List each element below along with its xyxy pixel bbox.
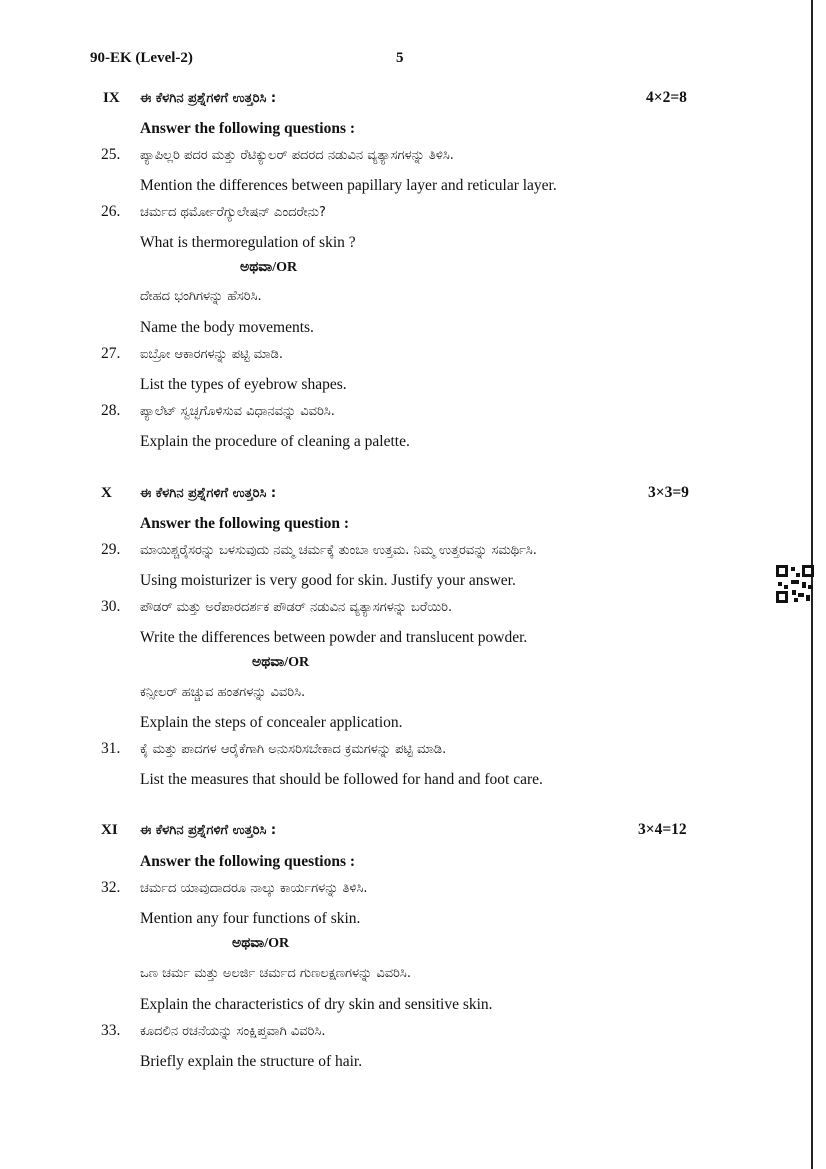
section-xi-instruction-kannada: ಈ ಕೆಳಗಿನ ಪ್ರಶ್ನೆಗಳಿಗೆ ಉತ್ತರಿಸಿ : [140,823,277,838]
question-kannada: ಮಾಯಿಶ್ಚರೈಸರನ್ನು ಬಳಸುವುದು ನಮ್ಮ ಚರ್ಮಕ್ಕೆ ತುಂಬಾ ಉತ್ತಮ. ನಿಮ್ಮ ಉತ್ತರವನ್ನು ಸಮರ್ಥಿಸಿ. [140,543,537,558]
section-ix-instruction-kannada: ಈ ಕೆಳಗಿನ ಪ್ರಶ್ನೆಗಳಿಗೆ ಉತ್ತರಿಸಿ : [140,91,277,106]
question-number: 32. [101,879,121,896]
question-number: 31. [101,740,121,757]
or-label: ಅಥವಾ/OR [252,655,310,670]
question-kannada: ಕೂದಲಿನ ರಚನೆಯನ್ನು ಸಂಕ್ಷಿಪ್ತವಾಗಿ ವಿವರಿಸಿ. [140,1024,326,1039]
or-label: ಅಥವಾ/OR [232,936,290,951]
question-english: Mention the differences between papillary layer and reticular layer. [140,177,557,194]
question-number: 33. [101,1022,121,1039]
section-ix-numeral: IX [103,90,120,106]
or-question-english: Explain the characteristics of dry skin and sensitive skin. [140,996,493,1013]
or-question-english: Explain the steps of concealer application. [140,714,403,731]
or-question-kannada: ಕನ್ಸೀಲರ್ ಹಚ್ಚುವ ಹಂತಗಳನ್ನು ವಿವರಿಸಿ. [140,685,306,700]
section-ix-instruction-english: Answer the following questions : [140,120,356,137]
question-kannada: ಚರ್ಮದ ಯಾವುದಾದರೂ ನಾಲ್ಕು ಕಾರ್ಯಗಳನ್ನು ತಿಳಿಸಿ. [140,881,368,896]
or-question-kannada: ದೇಹದ ಭಂಗಿಗಳನ್ನು ಹೆಸರಿಸಿ. [140,289,262,304]
question-kannada: ಪ್ಯಾಪಿಲ್ಲರಿ ಪದರ ಮತ್ತು ರೆಟಿಕ್ಯುಲರ್ ಪದರದ ನಡುವಿನ ವ್ಯತ್ಯಾಸಗಳನ್ನು ತಿಳಿಸಿ. [140,148,454,163]
question-english: Briefly explain the structure of hair. [140,1053,363,1070]
question-kannada: ಪ್ಯಾಲೆಟ್ ಸ್ವಚ್ಛಗೊಳಿಸುವ ವಿಧಾನವನ್ನು ವಿವರಿಸಿ. [140,404,335,419]
question-number: 27. [101,345,121,362]
section-x-numeral: X [101,485,112,501]
question-english: List the measures that should be followed for hand and foot care. [140,771,543,788]
qr-code-icon [776,565,814,603]
question-english: Mention any four functions of skin. [140,910,361,927]
section-x-instruction-kannada: ಈ ಕೆಳಗಿನ ಪ್ರಶ್ನೆಗಳಿಗೆ ಉತ್ತರಿಸಿ : [140,486,277,501]
question-number: 25. [101,146,121,163]
question-english: Explain the procedure of cleaning a palette. [140,433,410,450]
or-question-kannada: ಒಣ ಚರ್ಮ ಮತ್ತು ಅಲರ್ಜಿ ಚರ್ಮದ ಗುಣಲಕ್ಷಣಗಳನ್ನು ವಿವರಿಸಿ. [140,966,411,981]
question-english: List the types of eyebrow shapes. [140,376,347,393]
section-xi-numeral: XI [101,822,118,838]
question-kannada: ಐಬ್ರೋ ಆಕಾರಗಳನ್ನು ಪಟ್ಟಿ ಮಾಡಿ. [140,347,283,362]
question-number: 29. [101,541,121,558]
or-label: ಅಥವಾ/OR [240,260,298,275]
section-xi-instruction-english: Answer the following questions : [140,853,356,870]
question-kannada: ಚರ್ಮದ ಥರ್ಮೋರೆಗ್ಯುಲೇಷನ್ ಎಂದರೇನು? [140,205,326,220]
section-ix-marks: 4×2=8 [646,89,687,106]
question-kannada: ಕೈ ಮತ್ತು ಪಾದಗಳ ಆರೈಕೆಗಾಗಿ ಅನುಸರಿಸಬೇಕಾದ ಕ್ರಮಗಳನ್ನು ಪಟ್ಟಿ ಮಾಡಿ. [140,742,447,757]
section-xi-marks: 3×4=12 [638,821,687,838]
question-number: 26. [101,203,121,220]
question-number: 28. [101,402,121,419]
paper-code: 90-EK (Level-2) [90,50,193,66]
question-english: Write the differences between powder and translucent powder. [140,629,528,646]
or-question-english: Name the body movements. [140,319,314,336]
section-x-instruction-english: Answer the following question : [140,515,349,532]
question-english: Using moisturizer is very good for skin. Justify your answer. [140,572,516,589]
section-x-marks: 3×3=9 [648,484,689,501]
page-number: 5 [396,50,404,66]
question-number: 30. [101,598,121,615]
question-kannada: ಪೌಡರ್ ಮತ್ತು ಅರೆಪಾರದರ್ಶಕ ಪೌಡರ್ ನಡುವಿನ ವ್ಯತ್ಯಾಸಗಳನ್ನು ಬರೆಯಿರಿ. [140,600,453,615]
question-english: What is thermoregulation of skin ? [140,234,356,251]
